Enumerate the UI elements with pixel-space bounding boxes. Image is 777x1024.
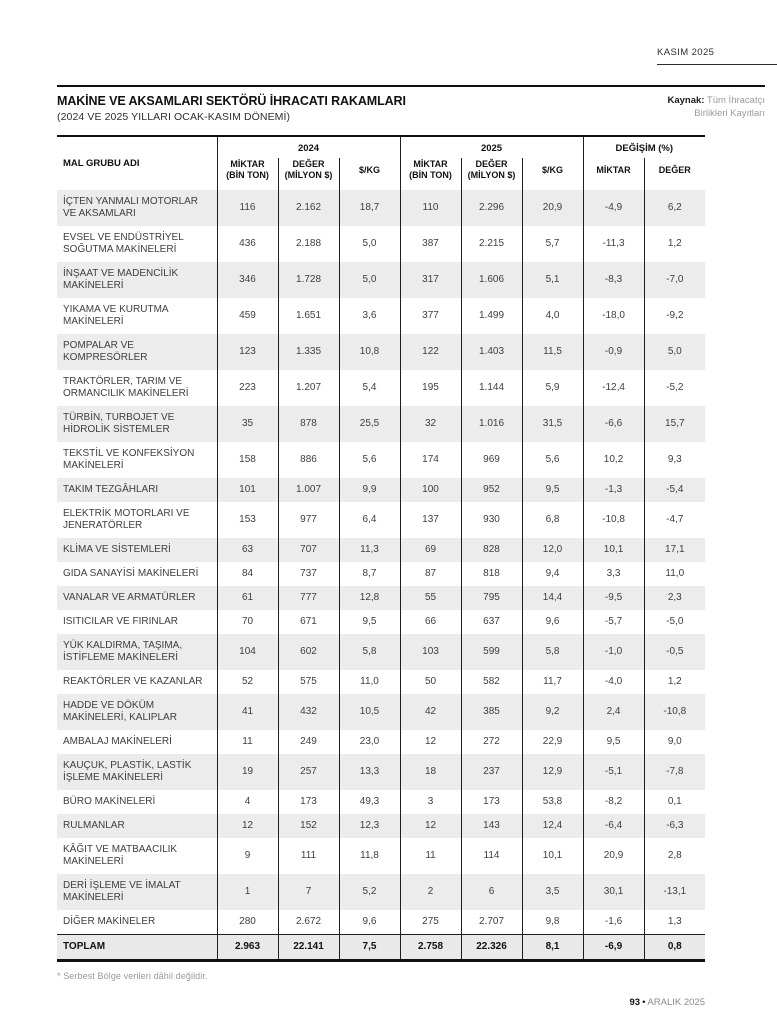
- product-group-name-cell: YIKAMA VE KURUTMA MAKİNELERİ: [63, 304, 169, 328]
- value-cell-2024-dollar-per-kg: 9,6: [339, 910, 400, 935]
- source-line-1: [667, 94, 765, 107]
- value-cell-change-quantity: -8,2: [583, 790, 644, 814]
- value-cell-2024-value: 1.007: [278, 478, 339, 502]
- value-cell-2024-dollar-per-kg: 5,4: [339, 370, 400, 406]
- value-cell-2024-quantity: 19: [217, 754, 278, 790]
- value-cell-2024-dollar-per-kg: 5,8: [339, 634, 400, 670]
- value-cell-change-quantity: 20,9: [583, 838, 644, 874]
- value-cell-2024-value: 2.162: [278, 190, 339, 226]
- value-cell-change-value: 17,1: [644, 538, 705, 562]
- total-2024-dollar-per-kg: 7,5: [339, 935, 400, 961]
- value-cell-2025-quantity: 137: [400, 502, 461, 538]
- table-row: [57, 910, 705, 935]
- column-header-2024-dollar-per-kg: $/KG: [339, 158, 400, 191]
- product-group-name-cell: HADDE VE DÖKÜM MAKİNELERİ, KALIPLAR: [63, 700, 177, 724]
- column-header-change-quantity: MİKTAR: [583, 158, 644, 191]
- value-cell-change-value: 9,3: [644, 442, 705, 478]
- value-cell-2025-value: 637: [461, 610, 522, 634]
- value-cell-2024-dollar-per-kg: 8,7: [339, 562, 400, 586]
- title-block: [57, 85, 765, 123]
- total-2024-value: 22.141: [278, 935, 339, 961]
- value-cell-2024-dollar-per-kg: 5,6: [339, 442, 400, 478]
- value-cell-2025-value: 795: [461, 586, 522, 610]
- value-cell-2025-dollar-per-kg: 5,9: [522, 370, 583, 406]
- value-cell-2025-dollar-per-kg: 5,6: [522, 442, 583, 478]
- table-row: [57, 814, 705, 838]
- table-footnote: * Serbest Bölge verileri dâhil değildir.: [57, 971, 208, 982]
- value-cell-2025-dollar-per-kg: 5,1: [522, 262, 583, 298]
- table-row: [57, 694, 705, 730]
- value-cell-2024-quantity: 84: [217, 562, 278, 586]
- value-cell-2024-quantity: 346: [217, 262, 278, 298]
- table-row: [57, 262, 705, 298]
- page-title: MAKİNE VE AKSAMLARI SEKTÖRÜ İHRACATI RAKAMLARI: [57, 94, 406, 108]
- value-cell-2024-quantity: 153: [217, 502, 278, 538]
- source-value-1: Tüm İhracatçı: [706, 95, 765, 106]
- value-cell-2025-value: 143: [461, 814, 522, 838]
- value-cell-2024-value: 878: [278, 406, 339, 442]
- value-cell-2025-quantity: 42: [400, 694, 461, 730]
- value-cell-2024-quantity: 123: [217, 334, 278, 370]
- value-cell-change-quantity: -4,9: [583, 190, 644, 226]
- footer-bullet-icon: •: [642, 997, 646, 1009]
- value-cell-2024-quantity: 459: [217, 298, 278, 334]
- page-number: 93: [629, 997, 641, 1009]
- value-cell-2025-dollar-per-kg: 12,4: [522, 814, 583, 838]
- value-cell-2024-quantity: 223: [217, 370, 278, 406]
- value-cell-change-quantity: -6,6: [583, 406, 644, 442]
- value-cell-change-value: 6,2: [644, 190, 705, 226]
- issue-date-label: KASIM 2025: [657, 47, 715, 58]
- value-cell-2025-value: 173: [461, 790, 522, 814]
- value-cell-2024-quantity: 11: [217, 730, 278, 754]
- value-cell-2024-dollar-per-kg: 23,0: [339, 730, 400, 754]
- value-cell-2025-dollar-per-kg: 3,5: [522, 874, 583, 910]
- value-cell-2025-quantity: 66: [400, 610, 461, 634]
- value-cell-2024-value: 1.651: [278, 298, 339, 334]
- value-cell-change-quantity: -9,5: [583, 586, 644, 610]
- value-cell-change-quantity: -1,0: [583, 634, 644, 670]
- source-line-2: [667, 107, 765, 120]
- value-cell-2025-dollar-per-kg: 14,4: [522, 586, 583, 610]
- value-cell-2025-quantity: 11: [400, 838, 461, 874]
- footer-issue-label: ARALIK 2025: [647, 997, 705, 1009]
- value-cell-change-value: -5,2: [644, 370, 705, 406]
- value-cell-change-quantity: -1,6: [583, 910, 644, 935]
- product-group-name-cell: REAKTÖRLER VE KAZANLAR: [63, 676, 203, 688]
- value-cell-2024-dollar-per-kg: 49,3: [339, 790, 400, 814]
- value-cell-2024-quantity: 4: [217, 790, 278, 814]
- product-group-name-cell: BÜRO MAKİNELERİ: [63, 796, 156, 808]
- value-cell-2025-quantity: 103: [400, 634, 461, 670]
- value-cell-2025-value: 2.296: [461, 190, 522, 226]
- table-row: [57, 670, 705, 694]
- value-cell-2024-dollar-per-kg: 25,5: [339, 406, 400, 442]
- value-cell-2024-dollar-per-kg: 5,0: [339, 262, 400, 298]
- value-cell-change-quantity: -1,3: [583, 478, 644, 502]
- product-group-name-cell: TRAKTÖRLER, TARIM VE ORMANCILIK MAKİNELERİ: [63, 376, 189, 400]
- value-cell-change-quantity: 9,5: [583, 730, 644, 754]
- value-cell-change-value: -4,7: [644, 502, 705, 538]
- product-group-name-cell: DİĞER MAKİNELER: [63, 916, 156, 928]
- value-cell-change-quantity: 10,1: [583, 538, 644, 562]
- column-header-2024-quantity: MİKTAR (BİN TON): [217, 158, 278, 191]
- value-cell-2024-quantity: 12: [217, 814, 278, 838]
- value-cell-2024-value: 111: [278, 838, 339, 874]
- value-cell-2024-value: 777: [278, 586, 339, 610]
- value-cell-2024-dollar-per-kg: 13,3: [339, 754, 400, 790]
- value-cell-2025-dollar-per-kg: 6,8: [522, 502, 583, 538]
- source-note: [667, 94, 765, 121]
- source-value-2: Birlikleri Kayıtları: [694, 108, 765, 120]
- value-cell-change-value: 9,0: [644, 730, 705, 754]
- value-cell-2025-value: 930: [461, 502, 522, 538]
- value-cell-2024-quantity: 52: [217, 670, 278, 694]
- value-cell-2025-quantity: 55: [400, 586, 461, 610]
- table-row: [57, 874, 705, 910]
- table-row: [57, 226, 705, 262]
- product-group-name-cell: KÂĞIT VE MATBAACILIK MAKİNELERİ: [63, 844, 178, 868]
- value-cell-2025-value: 1.499: [461, 298, 522, 334]
- value-cell-2025-value: 2.215: [461, 226, 522, 262]
- value-cell-2025-value: 385: [461, 694, 522, 730]
- value-cell-2024-quantity: 35: [217, 406, 278, 442]
- value-cell-2024-dollar-per-kg: 6,4: [339, 502, 400, 538]
- product-group-name-cell: ISITICILAR VE FIRINLAR: [63, 616, 179, 628]
- total-2024-quantity: 2.963: [217, 935, 278, 961]
- value-cell-change-value: -10,8: [644, 694, 705, 730]
- value-cell-2024-value: 249: [278, 730, 339, 754]
- column-header-2024-value: DEĞER (MİLYON $): [278, 158, 339, 191]
- value-cell-2025-value: 1.144: [461, 370, 522, 406]
- value-cell-change-quantity: 10,2: [583, 442, 644, 478]
- value-cell-change-quantity: -18,0: [583, 298, 644, 334]
- value-cell-change-quantity: -4,0: [583, 670, 644, 694]
- value-cell-2025-quantity: 3: [400, 790, 461, 814]
- table-row: [57, 586, 705, 610]
- table-row: [57, 634, 705, 670]
- value-cell-2024-quantity: 116: [217, 190, 278, 226]
- product-group-name-cell: KLİMA VE SİSTEMLERİ: [63, 544, 171, 556]
- value-cell-2025-quantity: 195: [400, 370, 461, 406]
- table-header: [57, 136, 705, 190]
- value-cell-2025-dollar-per-kg: 9,5: [522, 478, 583, 502]
- product-group-name-cell: YÜK KALDIRMA, TAŞIMA, İSTİFLEME MAKİNELERİ: [63, 640, 183, 664]
- product-group-name-cell: TAKIM TEZGÂHLARI: [63, 484, 159, 496]
- value-cell-2024-value: 977: [278, 502, 339, 538]
- value-cell-change-value: -5,4: [644, 478, 705, 502]
- value-cell-2024-quantity: 70: [217, 610, 278, 634]
- value-cell-2025-quantity: 18: [400, 754, 461, 790]
- value-cell-2025-quantity: 275: [400, 910, 461, 935]
- value-cell-2024-value: 2.188: [278, 226, 339, 262]
- value-cell-2024-dollar-per-kg: 12,8: [339, 586, 400, 610]
- value-cell-2024-quantity: 101: [217, 478, 278, 502]
- value-cell-2024-value: 257: [278, 754, 339, 790]
- value-cell-change-value: -13,1: [644, 874, 705, 910]
- total-row-label: TOPLAM: [63, 941, 106, 953]
- value-cell-2024-dollar-per-kg: 9,9: [339, 478, 400, 502]
- value-cell-change-quantity: -8,3: [583, 262, 644, 298]
- value-cell-2025-value: 1.016: [461, 406, 522, 442]
- page-footer: [57, 997, 705, 1008]
- value-cell-2025-quantity: 110: [400, 190, 461, 226]
- value-cell-2024-value: 707: [278, 538, 339, 562]
- value-cell-2025-value: 1.606: [461, 262, 522, 298]
- value-cell-2025-value: 1.403: [461, 334, 522, 370]
- product-group-name-cell: TEKSTİL VE KONFEKSİYON MAKİNELERİ: [63, 448, 195, 472]
- product-group-name-cell: POMPALAR VE KOMPRESÖRLER: [63, 340, 148, 364]
- value-cell-2024-quantity: 436: [217, 226, 278, 262]
- column-header-2025-value: DEĞER (MİLYON $): [461, 158, 522, 191]
- value-cell-2025-dollar-per-kg: 5,8: [522, 634, 583, 670]
- value-cell-2024-value: 1.728: [278, 262, 339, 298]
- value-cell-2025-value: 6: [461, 874, 522, 910]
- value-cell-2025-dollar-per-kg: 9,8: [522, 910, 583, 935]
- value-cell-2025-value: 952: [461, 478, 522, 502]
- value-cell-2024-dollar-per-kg: 5,0: [339, 226, 400, 262]
- product-group-name-cell: GIDA SANAYİSİ MAKİNELERİ: [63, 568, 199, 580]
- table-row: [57, 502, 705, 538]
- column-header-product-group: MAL GRUBU ADI: [63, 157, 140, 169]
- value-cell-2025-quantity: 317: [400, 262, 461, 298]
- value-cell-2024-quantity: 63: [217, 538, 278, 562]
- value-cell-2024-value: 1.335: [278, 334, 339, 370]
- value-cell-change-quantity: 2,4: [583, 694, 644, 730]
- total-change-value: 0,8: [644, 935, 705, 961]
- value-cell-2025-quantity: 12: [400, 730, 461, 754]
- product-group-name-cell: İNŞAAT VE MADENCİLİK MAKİNELERİ: [63, 268, 179, 292]
- value-cell-2025-quantity: 12: [400, 814, 461, 838]
- value-cell-2025-value: 272: [461, 730, 522, 754]
- value-cell-2025-dollar-per-kg: 12,9: [522, 754, 583, 790]
- value-cell-2025-dollar-per-kg: 31,5: [522, 406, 583, 442]
- value-cell-2025-dollar-per-kg: 11,5: [522, 334, 583, 370]
- value-cell-2025-quantity: 87: [400, 562, 461, 586]
- value-cell-2025-value: 828: [461, 538, 522, 562]
- group-header-change-percent: DEĞİŞİM (%): [583, 136, 705, 158]
- product-group-name-cell: İÇTEN YANMALI MOTORLAR VE AKSAMLARI: [63, 196, 199, 220]
- value-cell-change-quantity: -6,4: [583, 814, 644, 838]
- value-cell-2024-value: 7: [278, 874, 339, 910]
- value-cell-change-quantity: -5,7: [583, 610, 644, 634]
- product-group-name-cell: KAUÇUK, PLASTİK, LASTİK İŞLEME MAKİNELERİ: [63, 760, 192, 784]
- value-cell-2024-quantity: 104: [217, 634, 278, 670]
- value-cell-2024-value: 432: [278, 694, 339, 730]
- value-cell-change-value: -6,3: [644, 814, 705, 838]
- value-cell-2025-value: 818: [461, 562, 522, 586]
- table-row: [57, 538, 705, 562]
- value-cell-2024-value: 152: [278, 814, 339, 838]
- table-row: [57, 730, 705, 754]
- product-group-name-cell: RULMANLAR: [63, 820, 125, 832]
- total-row: [57, 935, 705, 961]
- value-cell-2024-value: 2.672: [278, 910, 339, 935]
- value-cell-2025-dollar-per-kg: 9,6: [522, 610, 583, 634]
- value-cell-change-value: -7,8: [644, 754, 705, 790]
- value-cell-2025-quantity: 32: [400, 406, 461, 442]
- table-row: [57, 838, 705, 874]
- value-cell-change-value: 1,2: [644, 670, 705, 694]
- value-cell-2025-dollar-per-kg: 5,7: [522, 226, 583, 262]
- value-cell-change-quantity: -10,8: [583, 502, 644, 538]
- total-change-quantity: -6,9: [583, 935, 644, 961]
- table-row: [57, 334, 705, 370]
- value-cell-change-quantity: -0,9: [583, 334, 644, 370]
- value-cell-2024-quantity: 41: [217, 694, 278, 730]
- product-group-name-cell: AMBALAJ MAKİNELERİ: [63, 736, 172, 748]
- value-cell-2025-quantity: 2: [400, 874, 461, 910]
- value-cell-2025-quantity: 387: [400, 226, 461, 262]
- product-group-name-cell: DERİ İŞLEME VE İMALAT MAKİNELERİ: [63, 880, 181, 904]
- value-cell-2025-quantity: 122: [400, 334, 461, 370]
- value-cell-2024-dollar-per-kg: 11,3: [339, 538, 400, 562]
- product-group-name-cell: ELEKTRİK MOTORLARI VE JENERATÖRLER: [63, 508, 190, 532]
- value-cell-2025-quantity: 174: [400, 442, 461, 478]
- value-cell-2024-dollar-per-kg: 10,5: [339, 694, 400, 730]
- value-cell-2024-quantity: 280: [217, 910, 278, 935]
- value-cell-2025-value: 114: [461, 838, 522, 874]
- value-cell-change-value: -5,0: [644, 610, 705, 634]
- table-row: [57, 562, 705, 586]
- table-row: [57, 406, 705, 442]
- table-row: [57, 610, 705, 634]
- column-header-2025-quantity: MİKTAR (BİN TON): [400, 158, 461, 191]
- page-subtitle: (2024 VE 2025 YILLARI OCAK-KASIM DÖNEMİ): [57, 111, 291, 123]
- value-cell-change-value: -7,0: [644, 262, 705, 298]
- value-cell-2025-value: 582: [461, 670, 522, 694]
- product-group-name-cell: VANALAR VE ARMATÜRLER: [63, 592, 196, 604]
- value-cell-change-value: 15,7: [644, 406, 705, 442]
- value-cell-change-quantity: 3,3: [583, 562, 644, 586]
- value-cell-2024-quantity: 158: [217, 442, 278, 478]
- value-cell-change-value: 2,8: [644, 838, 705, 874]
- masthead-issue-date: [657, 47, 777, 65]
- value-cell-change-value: 1,2: [644, 226, 705, 262]
- value-cell-2025-quantity: 50: [400, 670, 461, 694]
- value-cell-2025-value: 599: [461, 634, 522, 670]
- value-cell-change-quantity: -11,3: [583, 226, 644, 262]
- value-cell-2025-dollar-per-kg: 22,9: [522, 730, 583, 754]
- value-cell-change-value: 0,1: [644, 790, 705, 814]
- value-cell-2024-quantity: 61: [217, 586, 278, 610]
- content-area: [57, 85, 765, 1008]
- value-cell-2025-value: 969: [461, 442, 522, 478]
- value-cell-change-quantity: -12,4: [583, 370, 644, 406]
- value-cell-2025-dollar-per-kg: 12,0: [522, 538, 583, 562]
- value-cell-2025-dollar-per-kg: 10,1: [522, 838, 583, 874]
- value-cell-change-value: 1,3: [644, 910, 705, 935]
- value-cell-2024-dollar-per-kg: 10,8: [339, 334, 400, 370]
- table-row: [57, 370, 705, 406]
- table-row: [57, 190, 705, 226]
- value-cell-change-quantity: -5,1: [583, 754, 644, 790]
- source-label: Kaynak:: [667, 95, 705, 106]
- value-cell-2025-dollar-per-kg: 9,2: [522, 694, 583, 730]
- value-cell-2024-value: 173: [278, 790, 339, 814]
- value-cell-2024-dollar-per-kg: 18,7: [339, 190, 400, 226]
- value-cell-2025-quantity: 377: [400, 298, 461, 334]
- value-cell-change-value: -0,5: [644, 634, 705, 670]
- value-cell-2024-value: 575: [278, 670, 339, 694]
- value-cell-2024-value: 602: [278, 634, 339, 670]
- value-cell-2025-dollar-per-kg: 20,9: [522, 190, 583, 226]
- title-group: [57, 94, 406, 123]
- value-cell-2025-dollar-per-kg: 11,7: [522, 670, 583, 694]
- value-cell-2024-dollar-per-kg: 3,6: [339, 298, 400, 334]
- total-2025-quantity: 2.758: [400, 935, 461, 961]
- table-row: [57, 790, 705, 814]
- export-figures-table: [57, 135, 705, 962]
- group-header-2025: 2025: [400, 136, 583, 158]
- total-2025-dollar-per-kg: 8,1: [522, 935, 583, 961]
- value-cell-2024-dollar-per-kg: 12,3: [339, 814, 400, 838]
- table-row: [57, 442, 705, 478]
- value-cell-2024-dollar-per-kg: 11,8: [339, 838, 400, 874]
- value-cell-2025-dollar-per-kg: 4,0: [522, 298, 583, 334]
- value-cell-change-value: 11,0: [644, 562, 705, 586]
- value-cell-change-value: -9,2: [644, 298, 705, 334]
- value-cell-2024-value: 737: [278, 562, 339, 586]
- value-cell-2025-value: 2.707: [461, 910, 522, 935]
- product-group-name-cell: EVSEL VE ENDÜSTRİYEL SOĞUTMA MAKİNELERİ: [63, 232, 184, 256]
- value-cell-2025-quantity: 100: [400, 478, 461, 502]
- table-row: [57, 754, 705, 790]
- value-cell-2024-quantity: 9: [217, 838, 278, 874]
- table-body: [57, 190, 705, 961]
- value-cell-2024-value: 886: [278, 442, 339, 478]
- value-cell-2024-dollar-per-kg: 11,0: [339, 670, 400, 694]
- value-cell-2025-dollar-per-kg: 53,8: [522, 790, 583, 814]
- value-cell-2025-value: 237: [461, 754, 522, 790]
- total-2025-value: 22.326: [461, 935, 522, 961]
- value-cell-change-value: 2,3: [644, 586, 705, 610]
- table-row: [57, 478, 705, 502]
- group-header-2024: 2024: [217, 136, 400, 158]
- value-cell-2024-dollar-per-kg: 5,2: [339, 874, 400, 910]
- value-cell-2025-dollar-per-kg: 9,4: [522, 562, 583, 586]
- table-row: [57, 298, 705, 334]
- value-cell-2024-value: 671: [278, 610, 339, 634]
- column-header-change-value: DEĞER: [644, 158, 705, 191]
- value-cell-2025-quantity: 69: [400, 538, 461, 562]
- product-group-name-cell: TÜRBİN, TURBOJET VE HİDROLİK SİSTEMLER: [63, 412, 175, 436]
- value-cell-2024-dollar-per-kg: 9,5: [339, 610, 400, 634]
- value-cell-change-value: 5,0: [644, 334, 705, 370]
- value-cell-2024-value: 1.207: [278, 370, 339, 406]
- value-cell-change-quantity: 30,1: [583, 874, 644, 910]
- value-cell-2024-quantity: 1: [217, 874, 278, 910]
- column-header-2025-dollar-per-kg: $/KG: [522, 158, 583, 191]
